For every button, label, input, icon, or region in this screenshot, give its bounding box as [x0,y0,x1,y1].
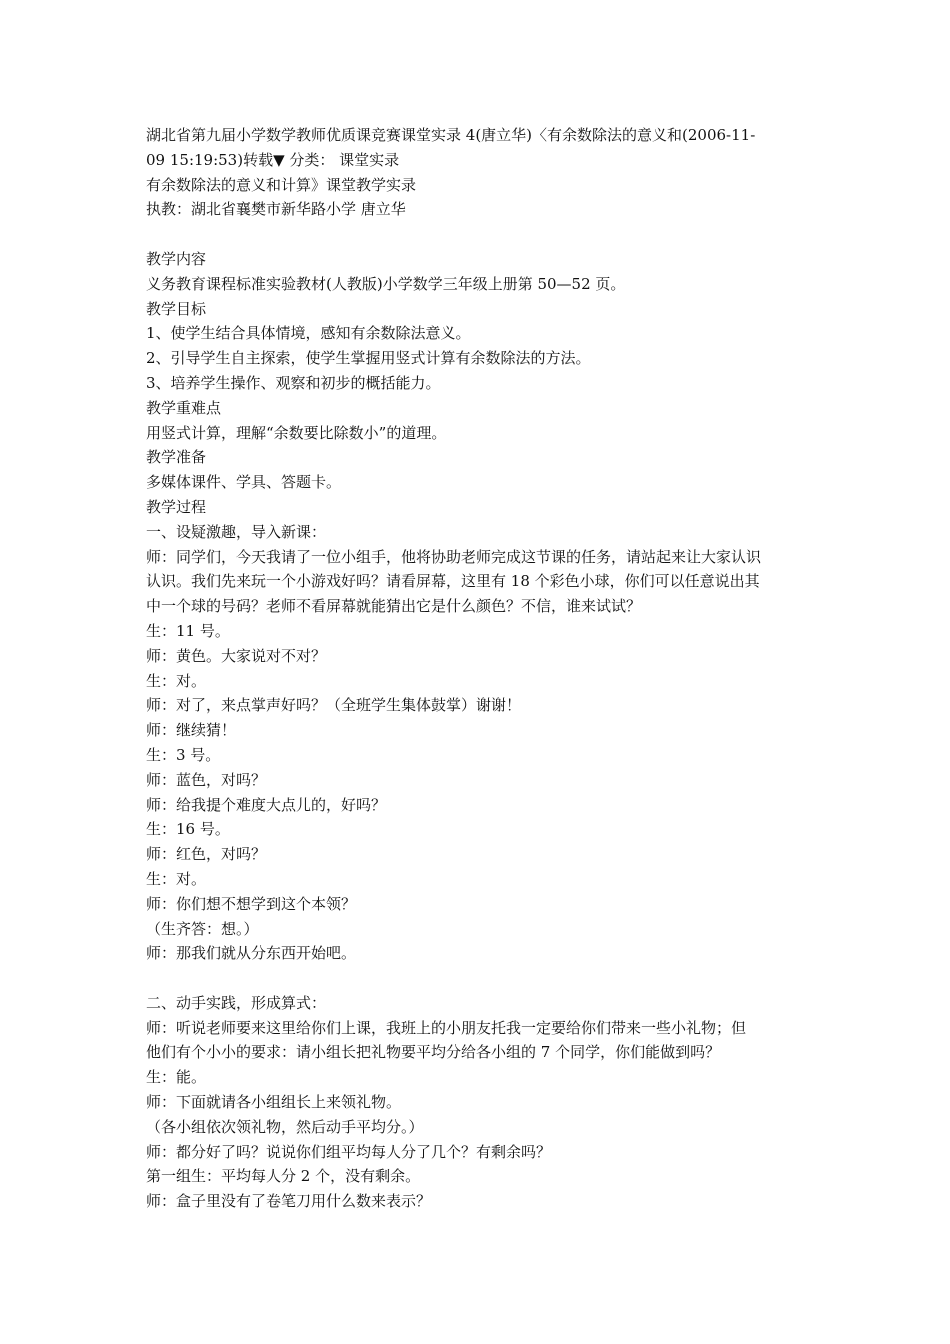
dialogue-line: 师：你们想不想学到这个本领？ [146,894,357,913]
goal-item-2: 2、引导学生自主探索，使学生掌握用竖式计算有余数除法的方法。 [146,349,591,368]
key-points-text: 用竖式计算，理解“余数要比除数小”的道理。 [146,423,447,442]
dialogue-line: 生：对。 [146,671,207,690]
doc-title-line-1: 湖北省第九届小学数学教师优质课竞赛课堂实录 4(唐立华)〈有余数除法的意义和(2006-11- [146,126,756,144]
document-page [146,123,811,1214]
goals-heading: 教学目标 [146,299,207,318]
doc-title-line-2: 09 15:19:53)转载▼ 分类： 课堂实录 [146,150,400,169]
dialogue-line: 生：16 号。 [146,820,230,839]
dialogue-line: 第一组生：平均每人分 2 个，没有剩余。 [146,1167,421,1186]
dialogue-line: 师：蓝色，对吗？ [146,770,267,789]
dialogue-line: 师：黄色。大家说对不对？ [146,646,327,665]
dialogue-line: 生：11 号。 [146,621,230,640]
dialogue-line: 师：红色，对吗？ [146,845,267,864]
content-text: 义务教育课程标准实验教材(人教版)小学数学三年级上册第 50—52 页。 [146,274,626,293]
part2-intro-line-1: 师：听说老师要来这里给你们上课，我班上的小朋友托我一定要给你们带来一些小礼物；但 [146,1018,747,1037]
blank-line [146,966,811,991]
part2-heading: 二、动手实践，形成算式： [146,993,327,1012]
teacher-line: 执教：湖北省襄樊市新华路小学 唐立华 [146,200,406,219]
dialogue-line: 师：下面就请各小组组长上来领礼物。 [146,1093,402,1112]
preparation-heading: 教学准备 [146,448,207,467]
dialogue-line: 师：都分好了吗？说说你们组平均每人分了几个？有剩余吗？ [146,1142,552,1161]
preparation-text: 多媒体课件、学具、答题卡。 [146,473,342,492]
blank-line [146,222,811,247]
dialogue-line: 生：能。 [146,1068,207,1087]
goal-item-1: 1、使学生结合具体情境，感知有余数除法意义。 [146,324,471,343]
dialogue-line: 师：对了，来点掌声好吗？（全班学生集体鼓掌）谢谢！ [146,696,522,715]
key-points-heading: 教学重难点 [146,398,222,417]
dialogue-line: 师：盒子里没有了卷笔刀用什么数来表示？ [146,1192,432,1211]
dialogue-line: 师：继续猜！ [146,721,237,740]
part1-intro-line-2: 认识。我们先来玩一个小游戏好吗？请看屏幕，这里有 18 个彩色小球，你们可以任意说出其 [146,572,760,591]
goal-item-3: 3、培养学生操作、观察和初步的概括能力。 [146,373,441,392]
dialogue-line: 师：那我们就从分东西开始吧。 [146,944,357,963]
dialogue-line: 生：3 号。 [146,745,221,764]
part2-intro-line-2: 他们有个小小的要求：请小组长把礼物要平均分给各小组的 7 个同学，你们能做到吗？ [146,1043,721,1062]
part1-heading: 一、设疑激趣，导入新课： [146,522,327,541]
dialogue-line: （各小组依次领礼物，然后动手平均分。） [146,1117,424,1136]
part1-intro-line-1: 师：同学们，今天我请了一位小组手，他将协助老师完成这节课的任务，请站起来让大家认识 [146,547,762,566]
doc-subtitle: 有余数除法的意义和计算》课堂教学实录 [146,175,417,194]
dialogue-line: 生：对。 [146,869,207,888]
process-heading: 教学过程 [146,497,207,516]
dialogue-line: （生齐答：想。） [146,919,259,938]
part1-intro-line-3: 中一个球的号码？老师不看屏幕就能猜出它是什么颜色？不信，谁来试试？ [146,597,642,616]
content-heading: 教学内容 [146,249,207,268]
dialogue-line: 师：给我提个难度大点儿的，好吗？ [146,795,387,814]
